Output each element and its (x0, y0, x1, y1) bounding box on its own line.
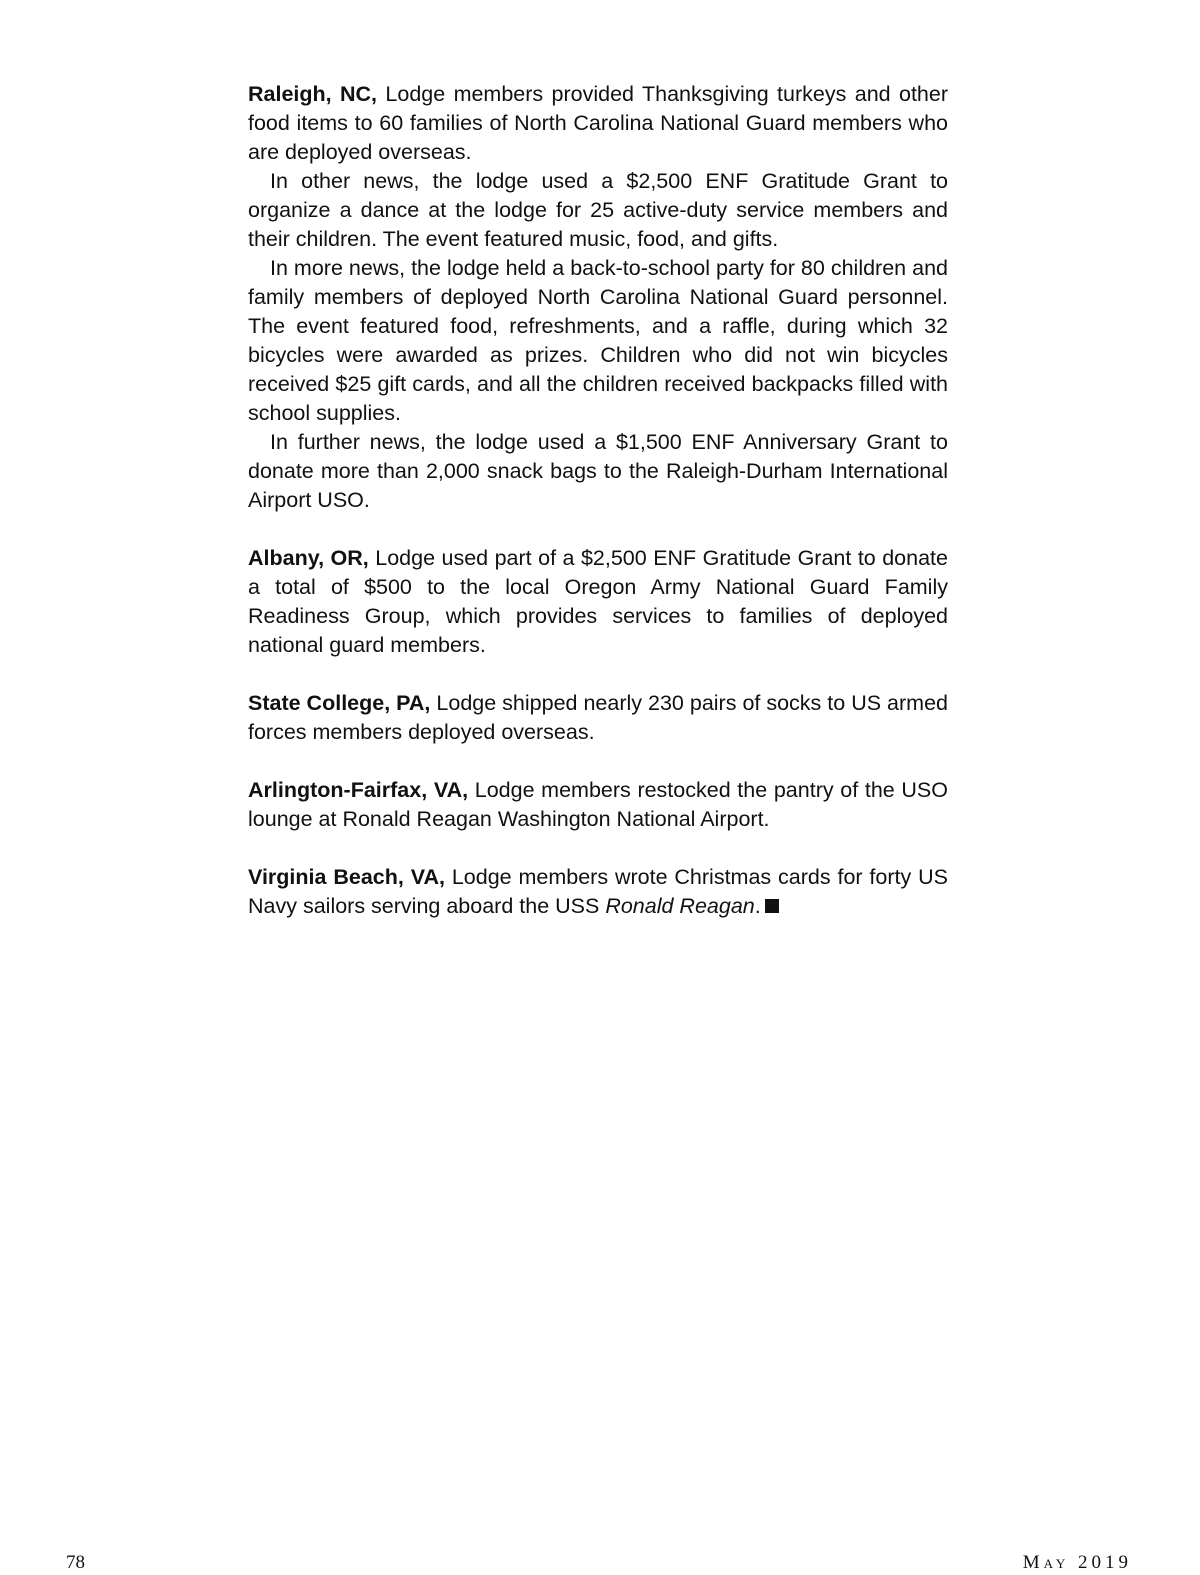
entry-location: Virginia Beach, VA, (248, 865, 445, 889)
entry-arlington-fairfax-va (248, 776, 948, 834)
entry-text: Lodge used part of a $2,500 ENF Gratitude Grant to donate a total of $500 to the local Oregon Army National Guard Family Readiness Group, which provides services to families of deployed national guard members. (248, 546, 948, 657)
entry-text: Lodge shipped nearly 230 pairs of socks to US armed forces members deployed overseas. (248, 691, 948, 744)
entry-location: Arlington-Fairfax, VA, (248, 778, 469, 802)
entry-paragraph (248, 776, 948, 834)
ship-name: Ronald Reagan (605, 894, 755, 918)
entry-paragraph: In further news, the lodge used a $1,500 ENF Anniversary Grant to donate more than 2,000 snack bags to the Raleigh-Durham International Airport USO. (248, 430, 948, 512)
entry-paragraph: In more news, the lodge held a back-to-school party for 80 children and family members of deployed North Carolina National Guard personnel. The event featured food, refreshments, and a raffle, during which 32 bicycles were awarded as prizes. Children who did not win bicycles received $25 gift cards, and all the children received backpacks filled with school supplies. (248, 256, 948, 425)
entry-paragraph (248, 689, 948, 747)
entry-paragraph (248, 544, 948, 660)
end-of-article-square-icon (765, 899, 779, 913)
entry-state-college-pa (248, 689, 948, 747)
entry-text-end: . (754, 894, 761, 918)
entry-text: Lodge members wrote Christmas cards for forty US Navy sailors serving aboard the USS (248, 865, 948, 918)
entry-paragraph (248, 863, 948, 921)
entry-text: Lodge members restocked the pantry of the USO lounge at Ronald Reagan Washington National Airport. (248, 778, 948, 831)
entry-location: State College, PA, (248, 691, 431, 715)
entry-albany-or (248, 544, 948, 660)
issue-date: May 2019 (1022, 1552, 1132, 1573)
entry-paragraph: In other news, the lodge used a $2,500 ENF Gratitude Grant to organize a dance at the lodge for 25 active-duty service members and their children. The event featured music, food, and gifts. (248, 169, 948, 251)
entry-paragraph (248, 80, 948, 167)
entry-virginia-beach-va (248, 863, 948, 921)
entry-text: Lodge members provided Thanksgiving turkeys and other food items to 60 families of North Carolina National Guard members who are deployed overseas. (248, 82, 948, 164)
entry-location: Raleigh, NC, (248, 82, 378, 106)
article-column (248, 80, 948, 950)
entry-location: Albany, OR, (248, 546, 369, 570)
entry-raleigh-nc (248, 80, 948, 515)
page-number: 78 (66, 1552, 85, 1573)
